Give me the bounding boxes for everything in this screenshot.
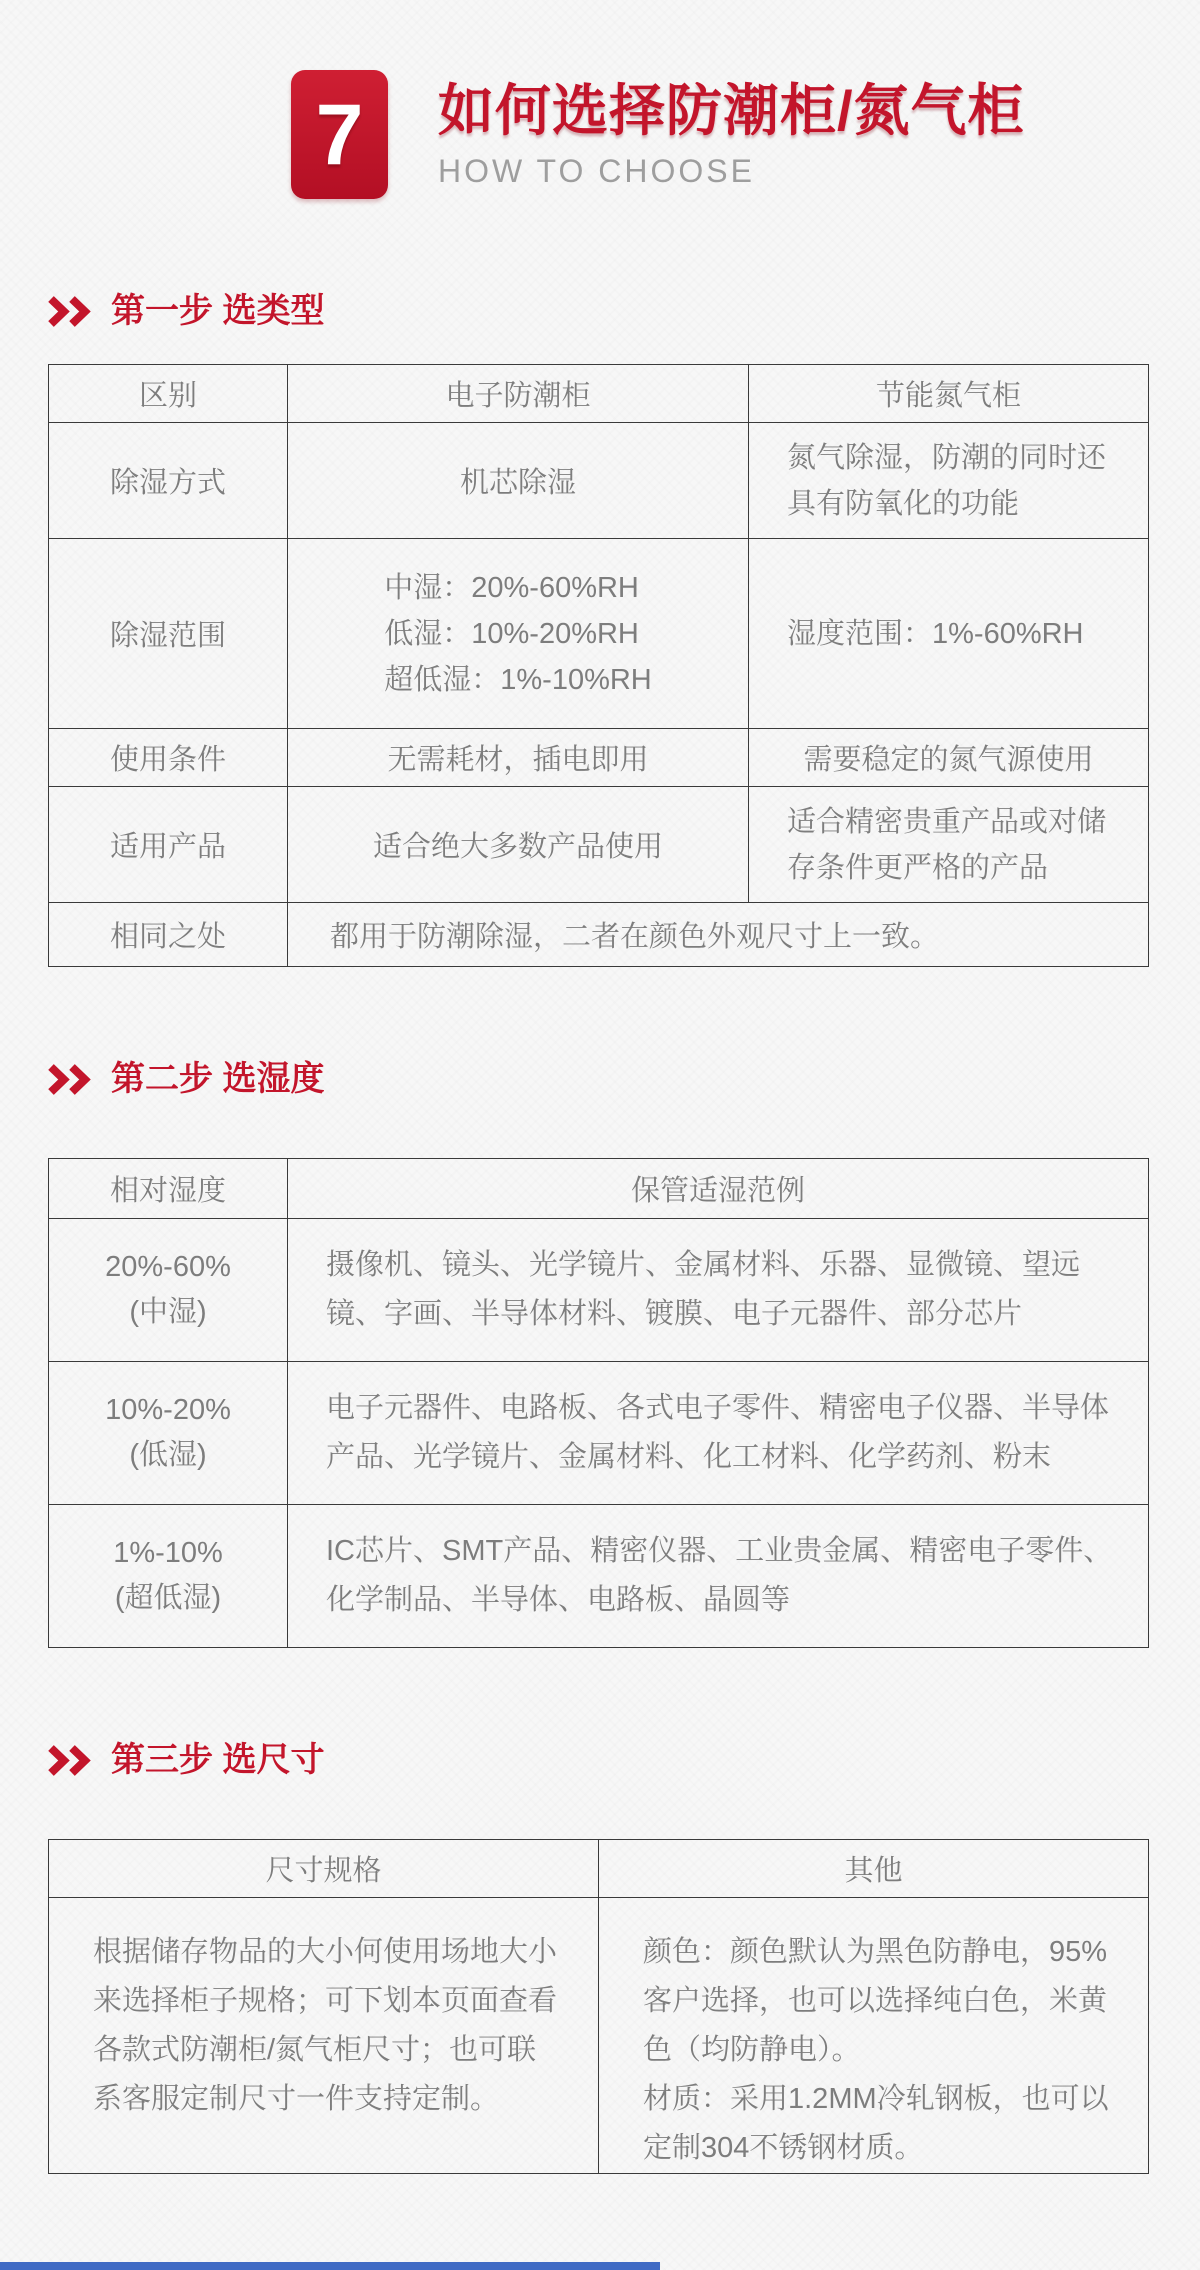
content xyxy=(48,294,1148,2174)
header-cell-size-spec: 尺寸规格 xyxy=(49,1840,599,1898)
table-row-dehumidify-method xyxy=(49,423,1149,539)
section-heading-step2 xyxy=(48,1062,1148,1096)
section-title: 第三步 选尺寸 xyxy=(111,1741,325,1779)
table-row-similarity xyxy=(49,903,1149,967)
type-comparison-table xyxy=(48,364,1149,967)
humidity-range: 1%-10% xyxy=(113,1537,223,1569)
header-cell-difference: 区别 xyxy=(49,365,288,423)
double-chevron-icon xyxy=(48,1064,94,1095)
size-table xyxy=(48,1839,1149,2174)
cell-size-description xyxy=(49,1898,599,2174)
page-header xyxy=(291,70,1200,199)
header-text-block xyxy=(438,79,1025,190)
table-body-row xyxy=(49,1898,1149,2174)
bottom-blue-strip xyxy=(0,2262,660,2270)
material-text: 材质：采用1.2MM冷轧钢板，也可以定制304不锈钢材质。 xyxy=(643,2083,1109,2164)
header-cell-relative-humidity: 相对湿度 xyxy=(49,1159,288,1219)
page-title: 如何选择防潮柜/氮气柜 xyxy=(438,78,1025,142)
table-row-mid-humidity xyxy=(49,1219,1149,1362)
cell-electronic-condition: 无需耗材，插电即用 xyxy=(288,729,749,787)
table-header-row xyxy=(49,1159,1149,1219)
size-text: 根据储存物品的大小何使用场地大小来选择柜子规格；可下划本页面查看各款式防潮柜/氮气柜尺寸；也可联系客服定制尺寸一件支持定制。 xyxy=(93,1936,558,2115)
humidity-level: (超低湿) xyxy=(114,1582,222,1614)
range-line-low: 低湿：10%-20%RH xyxy=(384,617,639,650)
humidity-range-cell xyxy=(49,1362,288,1505)
table-header-row xyxy=(49,1840,1149,1898)
row-label: 除湿范围 xyxy=(49,539,288,729)
section-title: 第一步 选类型 xyxy=(111,292,325,330)
page-subtitle: HOW TO CHOOSE xyxy=(438,153,755,190)
color-text: 颜色：颜色默认为黑色防静电，95%客户选择，也可以选择纯白色，米黄色（均防静电）。 xyxy=(643,1936,1108,2066)
row-label: 除湿方式 xyxy=(49,423,288,539)
examples-cell: 摄像机、镜头、光学镜片、金属材料、乐器、显微镜、望远镜、字画、半导体材料、镀膜、电子元器件、部分芯片 xyxy=(288,1219,1149,1362)
humidity-range: 10%-20% xyxy=(105,1394,231,1426)
cell-nitrogen-range: 湿度范围：1%-60%RH xyxy=(749,539,1149,729)
humidity-range-cell xyxy=(49,1219,288,1362)
range-lines xyxy=(384,565,652,703)
header-cell-electronic-cabinet: 电子防潮柜 xyxy=(288,365,749,423)
row-label: 相同之处 xyxy=(49,903,288,967)
section-title: 第二步 选湿度 xyxy=(111,1060,325,1098)
header-cell-storage-examples: 保管适湿范例 xyxy=(288,1159,1149,1219)
table-row-suitable-products xyxy=(49,787,1149,903)
table-header-row xyxy=(49,365,1149,423)
cell-other-description xyxy=(599,1898,1149,2174)
range-line-ultralow: 超低湿：1%-10%RH xyxy=(384,663,652,696)
table-row-ultralow-humidity xyxy=(49,1505,1149,1648)
range-line-mid: 中湿：20%-60%RH xyxy=(384,571,639,604)
badge-number: 7 xyxy=(315,86,364,183)
cell-similarity: 都用于防潮除湿，二者在颜色外观尺寸上一致。 xyxy=(288,903,1149,967)
humidity-level: (低湿) xyxy=(129,1439,207,1471)
section-heading-step3 xyxy=(48,1743,1148,1777)
step-number-badge xyxy=(291,70,388,199)
row-label: 适用产品 xyxy=(49,787,288,903)
table-row-usage-condition xyxy=(49,729,1149,787)
double-chevron-icon xyxy=(48,1745,94,1776)
header-cell-other: 其他 xyxy=(599,1840,1149,1898)
row-label: 使用条件 xyxy=(49,729,288,787)
cell-electronic-products: 适合绝大多数产品使用 xyxy=(288,787,749,903)
section-heading-step1 xyxy=(48,294,1148,328)
cell-nitrogen-products: 适合精密贵重产品或对储存条件更严格的产品 xyxy=(749,787,1149,903)
humidity-range: 20%-60% xyxy=(105,1251,231,1283)
double-chevron-icon xyxy=(48,296,94,327)
cell-nitrogen-method: 氮气除湿，防潮的同时还具有防氧化的功能 xyxy=(749,423,1149,539)
humidity-table xyxy=(48,1158,1149,1648)
table-row-low-humidity xyxy=(49,1362,1149,1505)
humidity-level: (中湿) xyxy=(129,1296,207,1328)
examples-cell: 电子元器件、电路板、各式电子零件、精密电子仪器、半导体产品、光学镜片、金属材料、化工材料、化学药剂、粉末 xyxy=(288,1362,1149,1505)
header-cell-nitrogen-cabinet: 节能氮气柜 xyxy=(749,365,1149,423)
cell-nitrogen-condition: 需要稳定的氮气源使用 xyxy=(749,729,1149,787)
cell-electronic-method: 机芯除湿 xyxy=(288,423,749,539)
table-row-dehumidify-range xyxy=(49,539,1149,729)
cell-electronic-range xyxy=(288,539,749,729)
humidity-range-cell xyxy=(49,1505,288,1648)
examples-cell: IC芯片、SMT产品、精密仪器、工业贵金属、精密电子零件、化学制品、半导体、电路板、晶圆等 xyxy=(288,1505,1149,1648)
